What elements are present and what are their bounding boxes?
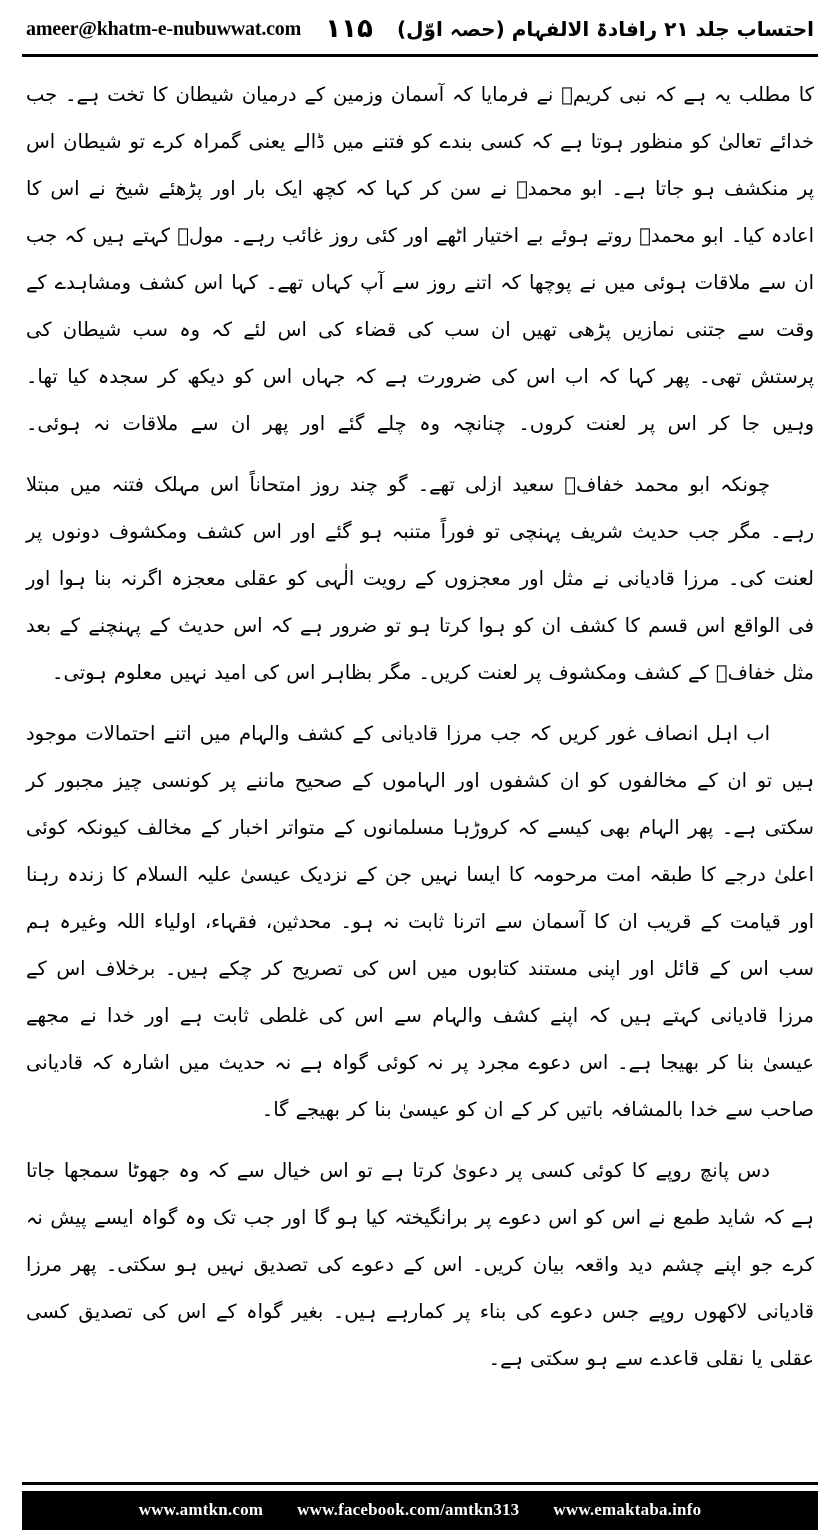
book-title: احتساب جلد ۲۱ رافادۃ الالفہام (حصہ اوّل): [397, 17, 814, 41]
paragraph: اب اہل انصاف غور کریں کہ جب مرزا قادیانی کے کشف والہام میں اتنے احتمالات موجود ہیں تو ان کے مخالفوں کو ان کشفوں اور الہاموں کے صحیح ماننے پر کونسی چیز مجبور کر سکتی ہے۔ پھر الہام بھی کیسے کہ کروڑہا مسلمانوں کے متواتر اخبار کے مخالف کیونکہ کوئی اعلیٰ درجے کا طبقہ امت مرحومہ کا ایسا نہیں جن کے نزدیک عیسیٰ علیہ السلام کا زندہ رہنا اور قیامت کے قریب ان کا آسمان سے اترنا ثابت نہ ہو۔ محدثین، فقہاء، اولیاء اللہ وغیرہ ہم سب اس کے قائل اور اپنی مستند کتابوں میں اس کی تصریح کر چکے ہیں۔ برخلاف اس کے مرزا قادیانی کہتے ہیں کہ اپنے کشف والہام سے اس کی غلطی ثابت ہے اور خدا نے مجھے عیسیٰ بنا کر بھیجا ہے۔ اس دعوے مجرد پر نہ کوئی گواہ ہے نہ حدیث میں اشارہ کہ قادیانی صاحب سے خدا بالمشافہ باتیں کر کے ان کو عیسیٰ بنا کر بھیجے گا۔: [26, 722, 814, 1121]
footer-links-bar: [22, 1491, 818, 1530]
footer-link-facebook[interactable]: www.facebook.com/amtkn313: [297, 1500, 520, 1519]
paragraph: دس پانچ روپے کا کوئی کسی پر دعویٰ کرتا ہے تو اس خیال سے کہ وہ جھوٹا سمجھا جاتا ہے کہ شاید طمع نے اس کو اس دعوے پر برانگیختہ کیا ہو گا اور جب تک وہ گواہ ایسے پیش نہ کرے جو اپنے چشم دید واقعہ بیان کریں۔ اس کے دعوے کی تصدیق نہیں ہو سکتی۔ پھر مرزا قادیانی لاکھوں روپے جس دعوے کی بناء پر کمارہے ہیں۔ بغیر گواہ کے اس کی تصدیق کسی عقلی یا نقلی قاعدے سے ہو سکتی ہے۔: [26, 1159, 814, 1370]
footer-divider: [22, 1482, 818, 1485]
footer-link-website[interactable]: www.amtkn.com: [138, 1500, 264, 1519]
footer-link-emaktaba[interactable]: www.emaktaba.info: [553, 1500, 702, 1519]
page-number: ۱۱۵: [325, 14, 373, 44]
page-body: [0, 57, 840, 1382]
page-footer: [0, 1482, 840, 1540]
paragraph: کا مطلب یہ ہے کہ نبی کریمﷺ نے فرمایا کہ آسمان وزمین کے درمیان شیطان کا تخت ہے۔ جب خدائے تعالیٰ کو منظور ہوتا ہے کہ کسی بندے کو فتنے میں ڈالے یعنی گمراہ کرے تو شیطان اس پر منکشف ہو جاتا ہے۔ ابو محمدؒ نے سن کر کہا کہ کچھ ایک بار اور پڑھئے شیخ نے اس کا اعادہ کیا۔ ابو محمدؒ روتے ہوئے بے اختیار اٹھے اور کئی روز غائب رہے۔ مولؒ کہتے ہیں کہ جب ان سے ملاقات ہوئی میں نے پوچھا کہ اتنے روز سے آپ کہاں تھے۔ کہا اس کشف ومشاہدے کے وقت سے جتنی نمازیں پڑھی تھیں ان سب کی قضاء کی اس لئے کہ وہ سب شیطان کی پرستش تھی۔ پھر کہا کہ اب اس کی ضرورت ہے کہ جہاں اس کو دیکھ کر سجدہ کیا تھا۔ وہیں جا کر اس پر لعنت کروں۔ چنانچہ وہ چلے گئے اور پھر ان سے ملاقات نہ ہوئی۔: [26, 83, 814, 435]
page-header: [0, 0, 840, 50]
paragraph: چونکہ ابو محمد خفافؒ سعید ازلی تھے۔ گو چند روز امتحاناً اس مہلک فتنہ میں مبتلا رہے۔ مگر جب حدیث شریف پہنچی تو فوراً متنبہ ہو گئے اور اس کشف ومکشوف دونوں پر لعنت کی۔ مرزا قادیانی نے مثل اور معجزوں کے رویت الٰہی کو عقلی معجزہ اگرنہ بنا ہوا اور فی الواقع اس قسم کا کشف ان کو ہوا کرتا ہو تو ضرور ہے کہ اس حدیث کے پہنچنے کے بعد مثل خفافؒ کے کشف ومکشوف پر لعنت کریں۔ مگر بظاہر اس کی امید نہیں معلوم ہوتی۔: [26, 473, 814, 684]
contact-email: ameer@khatm-e-nubuwwat.com: [26, 17, 302, 40]
